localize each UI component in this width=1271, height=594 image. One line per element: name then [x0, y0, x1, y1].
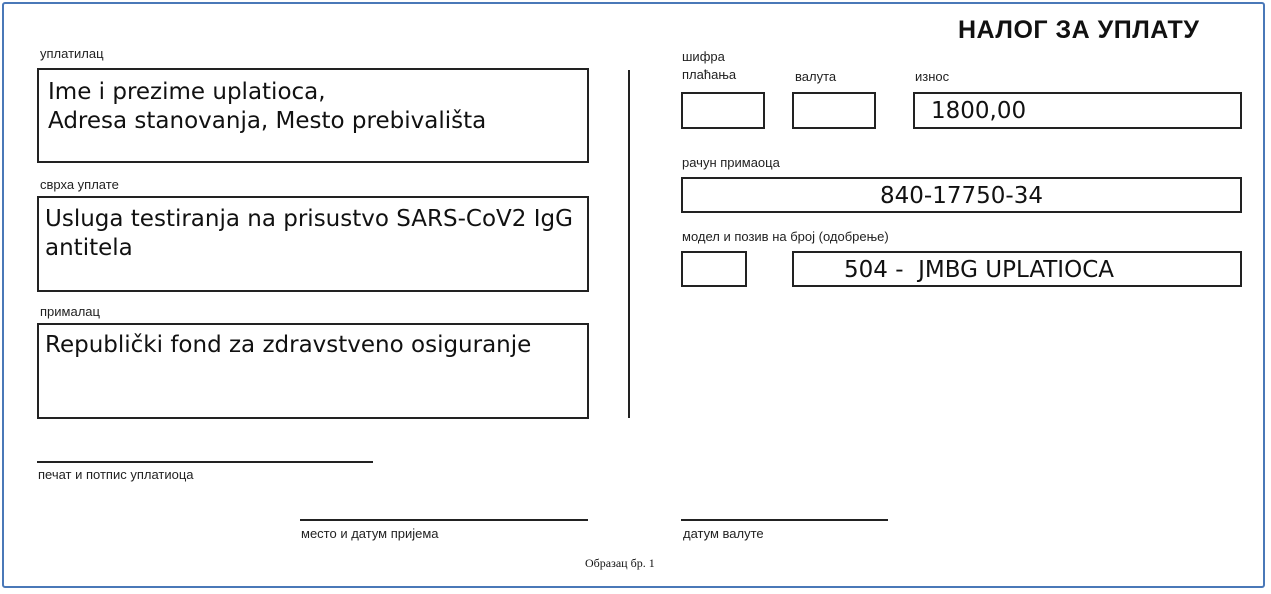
- recipient-account-label: рачун примаоца: [682, 155, 780, 170]
- reference-number-field[interactable]: [792, 251, 1242, 287]
- amount-field[interactable]: [913, 92, 1242, 129]
- payer-label: уплатилац: [40, 46, 104, 61]
- value-date-line: [681, 519, 888, 521]
- currency-label: валута: [795, 69, 837, 84]
- amount-value: 1800,00: [931, 98, 1027, 124]
- signature-line: [37, 461, 373, 463]
- payment-code-field[interactable]: [681, 92, 765, 129]
- amount-label: износ: [915, 69, 950, 84]
- payer-value: Ime i prezime uplatioca, Adresa stanovanja, Mesto prebivališta: [48, 79, 487, 134]
- purpose-label: сврха уплате: [40, 177, 119, 192]
- recipient-field[interactable]: [37, 323, 589, 419]
- reference-number-value: 504 - JMBG UPLATIOCA: [844, 257, 1114, 283]
- column-divider: [628, 70, 630, 418]
- value-date-label: датум валуте: [683, 526, 764, 541]
- place-date-label: место и датум пријема: [301, 526, 439, 541]
- recipient-account-value: 840-17750-34: [880, 183, 1043, 209]
- recipient-account-field[interactable]: [681, 177, 1242, 213]
- place-date-line: [300, 519, 588, 521]
- form-number: Образац бр. 1: [585, 556, 655, 570]
- purpose-value: Usluga testiranja na prisustvo SARS-CoV2 IgG antitela: [45, 206, 573, 261]
- payer-field[interactable]: [37, 68, 589, 163]
- signature-label: печат и потпис уплатиоца: [38, 467, 194, 482]
- purpose-field[interactable]: [37, 196, 589, 292]
- reference-label: модел и позив на број (одобрење): [682, 229, 889, 244]
- form-title: НАЛОГ ЗА УПЛАТУ: [958, 16, 1200, 44]
- payment-code-label: шифра плаћања: [682, 49, 737, 82]
- reference-model-field[interactable]: [681, 251, 747, 287]
- currency-field[interactable]: [792, 92, 876, 129]
- recipient-value: Republički fond za zdravstveno osiguranje: [45, 332, 532, 358]
- recipient-label: прималац: [40, 304, 100, 319]
